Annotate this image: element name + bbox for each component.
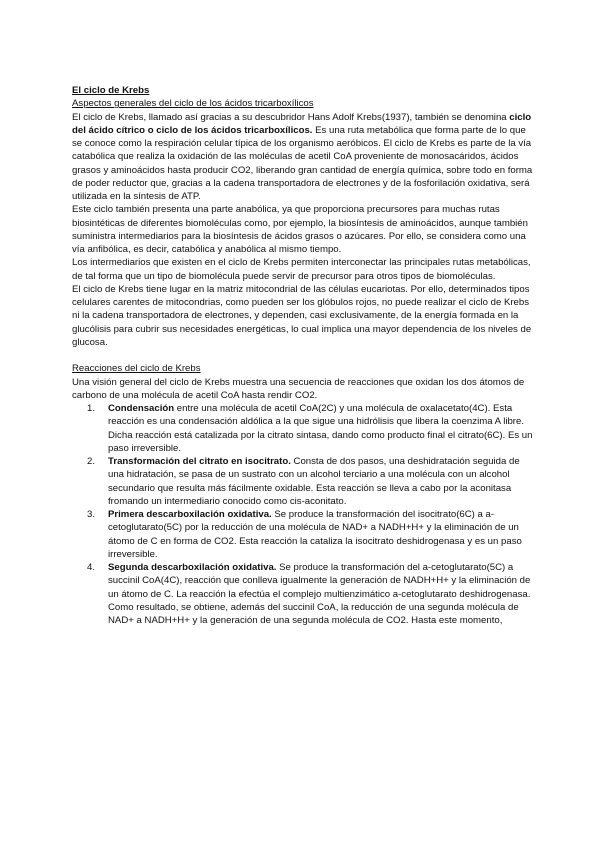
list-item-number: 2. (87, 456, 96, 467)
list-item-text: Se produce la transformación del isocitrato(6C) a a-cetoglutarato(5C) por la reducción de una molécula de NAD+ a NADH+H+ y la eliminación de un átomo de C en forma de CO2. Esta reacción la cataliza la isocitrato deshidrogenasa y es un paso irreversible. (108, 509, 522, 560)
list-item-title: Transformación del citrato en isocitrato. (108, 456, 291, 467)
list-item (72, 508, 534, 561)
list-item-title: Segunda descarboxilación oxidativa. (108, 562, 277, 573)
list-item-number: 3. (87, 509, 96, 520)
list-item-number: 1. (87, 403, 96, 414)
list-item (72, 402, 534, 455)
blank-line (72, 349, 534, 362)
list-item-number: 4. (87, 562, 96, 573)
paragraph-intro-bold: ciclo del ácido cítrico o ciclo de los ácidos tricarboxílicos. (72, 111, 532, 136)
section-heading-aspectos: Aspectos generales del ciclo de los ácidos tricarboxílicos (72, 98, 314, 110)
paragraph-intro-text-a: El ciclo de Krebs, llamado así gracias a su descubridor Hans Adolf Krebs(1937), también se denomina (72, 111, 510, 123)
list-item-text: Consta de dos pasos, una deshidratación seguida de una hidratación, se pasa de un sustrato con un alcohol terciario a una molécula con un alcohol secundario que resulta más fácilmente oxidable. Esta reacción se lleva a cabo por la aconitasa fromando un intermediario conocido como cis-aconitato. (108, 456, 520, 507)
paragraph-reacciones-intro: Una visión general del ciclo de Krebs muestra una secuencia de reacciones que oxidan los dos átomos de carbono de una molécula de acetil CoA hasta rendir CO2. (72, 376, 525, 401)
document-page (72, 84, 534, 627)
list-item-text: Se produce la transformación del a-cetoglutarato(5C) a succinil CoA(4C), reacción que conlleva igualmente la generación de NADH+H+ y la eliminación de un átomo de C. La reacción la efectúa el complejo multienzimático a-cetoglutarato deshidrogenasa. Como resultado, se obtiene, además del succinil CoA, la reducción de una segunda molécula de NAD+ a NADH+H+ y la generación de una segunda molécula de CO2. Hasta este momento, (108, 562, 531, 626)
paragraph-intro-text-b: Es una ruta metabólica que forma parte de lo que se conoce como la respiración celular típica de los organismo aeróbicos. El ciclo de Krebs es parte de la vía catabólica que realiza la oxidación de las moléculas de acetil CoA proveniente de monosacáridos, ácidos grasos y aminoácidos hasta producir CO2, liberando gran cantidad de energía química, sobre todo en forma de poder reductor que, gracias a la cadena transportadora de electrones y de la fosforilación oxidativa, será utilizada en la síntesis de ATP. (72, 124, 533, 202)
list-item (72, 455, 534, 508)
list-item-title: Primera descarboxilación oxidativa. (108, 509, 272, 520)
paragraph-intermediarios: Los intermediarios que existen en el ciclo de Krebs permiten interconectar las principales rutas metabólicas, de tal forma que un tipo de biomolécula puede servir de precursor para otros tipos de biomoléculas. (72, 257, 531, 282)
reaction-list (72, 402, 534, 627)
section-heading-reacciones: Reacciones del ciclo de Krebs (72, 363, 201, 375)
paragraph-matriz: El ciclo de Krebs tiene lugar en la matriz mitocondrial de las células eucariotas. Por ello, determinados tipos celulares carentes de mitocondrias, como pueden ser los glóbulos rojos, no puede realizar el ciclo de Krebs ni la cadena transportadora de electrones, y dependen, casi exclusivamente, de la energía formada en la glucólisis para cubrir sus necesidades energéticas, lo cual implica una mayor dependencia de los niveles de glucosa. (72, 283, 532, 348)
document-title: El ciclo de Krebs (72, 85, 150, 96)
list-item (72, 561, 534, 627)
paragraph-intro (72, 111, 534, 204)
list-item-text: entre una molécula de acetil CoA(2C) y una molécula de oxalacetato(4C). Esta reacción es una condensación aldólica a la que sigue una hidrólisis que libera la coenzima A libre. Dicha reacción está catalizada por la citrato sintasa, dando como producto final el citrato(6C). Es un paso irreversible. (108, 403, 533, 454)
list-item-title: Condensación (108, 403, 175, 414)
paragraph-anabolica: Este ciclo también presenta una parte anabólica, ya que proporciona precursores para muchas rutas biosintéticas de diferentes biomoléculas como, por ejemplo, la biosíntesis de aminoácidos, aunque también suministra intermediarios para la biosíntesis de ácidos grasos o azúcares. Por ello, se considera como una vía anfibólica, es decir, catabólica y anabólica al mismo tiempo. (72, 204, 528, 255)
